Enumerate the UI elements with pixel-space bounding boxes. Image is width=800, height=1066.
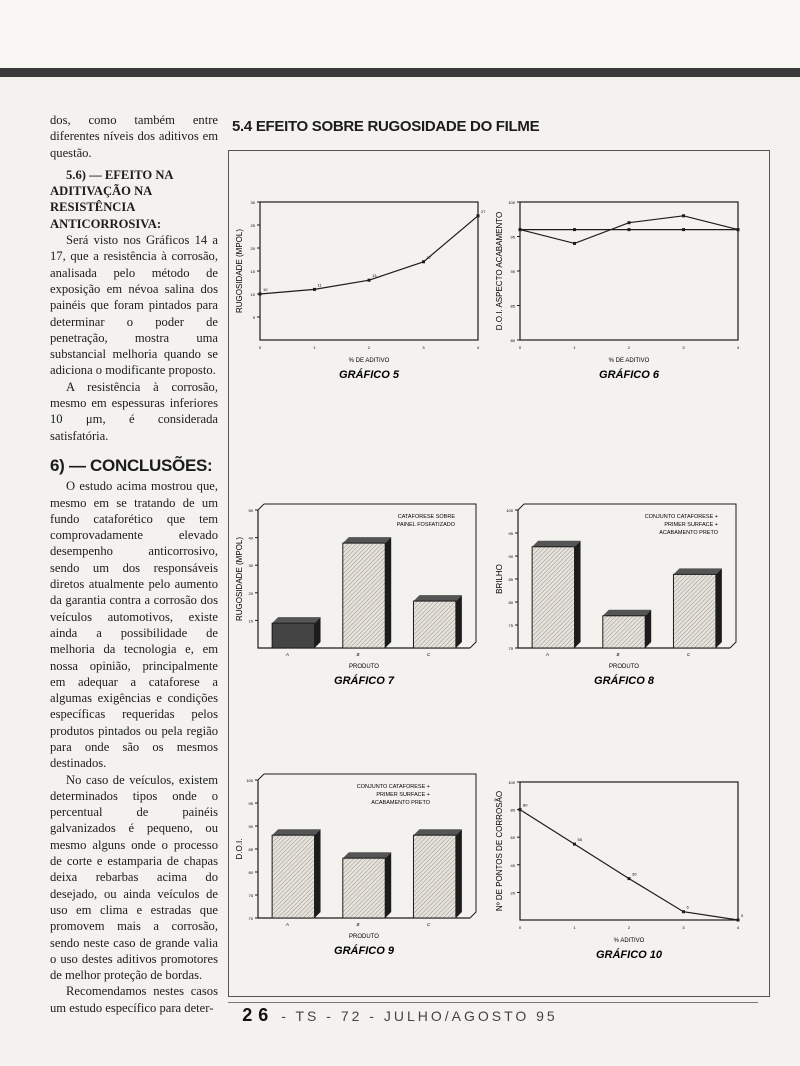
y-axis-label: Nº DE PONTOS DE CORROSÃO (495, 790, 504, 912)
x-axis-label: % ADITIVO (613, 938, 645, 944)
y-tick-label: 20 (248, 590, 253, 596)
data-label: 17 (426, 254, 431, 260)
x-tick-label: C (687, 652, 691, 657)
data-label: 30 (632, 871, 637, 877)
data-point (682, 910, 685, 913)
data-point (628, 221, 631, 224)
bar-side (575, 541, 581, 648)
x-axis-label: PRODUTO (609, 664, 639, 670)
y-tick-label: 10 (248, 618, 253, 624)
annotation-text: PRIMER SURFACE + (376, 792, 430, 798)
annotation-text: PAINEL FOSFATIZADO (396, 522, 455, 528)
bar (673, 574, 715, 648)
bar-top (673, 568, 721, 574)
paragraph-corrosion-2: A resistência à corrosão, mesmo em espessuras inferiores 10 μm, é considerada satisfatória. (50, 379, 218, 443)
data-point (573, 242, 576, 245)
annotation-text: ACABAMENTO PRETO (659, 530, 718, 536)
chart-grafico-7 (230, 500, 490, 700)
y-tick-label: 30 (250, 200, 255, 205)
bar-top (343, 537, 391, 543)
x-tick-label: 1 (573, 925, 576, 930)
chart-title: GRÁFICO 10 (595, 949, 663, 961)
bar-side (456, 829, 462, 918)
bar (603, 616, 645, 648)
data-point (737, 919, 740, 922)
data-point (477, 214, 480, 217)
chart-grafico-8 (490, 500, 750, 700)
chart-title: GRÁFICO 9 (334, 945, 394, 957)
bar-side (716, 568, 722, 648)
y-tick-label: 100 (508, 200, 515, 205)
x-tick-label: 2 (367, 345, 371, 350)
y-tick-label: 10 (250, 292, 255, 297)
bar-top (343, 852, 391, 858)
y-tick-label: 85 (508, 577, 513, 582)
data-point (313, 288, 316, 291)
page-top-margin (0, 0, 800, 68)
bar (343, 858, 385, 918)
page-number: 26 (242, 1005, 275, 1025)
y-tick-label: 80 (510, 807, 515, 813)
bar-top (413, 595, 461, 601)
data-label: 10 (263, 287, 268, 292)
y-tick-label: 75 (508, 623, 513, 628)
x-tick-label: 0 (258, 345, 262, 350)
y-tick-label: 95 (510, 234, 515, 240)
page-footer (0, 1005, 800, 1026)
x-axis-label: % DE ADITIVO (608, 358, 650, 364)
paragraph-corrosion-1: Será visto nos Gráficos 14 a 17, que a resistência à corrosão, analisada pelo método de exposição em névoa salina dos painéis que foram pintados para determinar o poder de penetração, mostra uma substancial melhoria quando se adiciona o modificante proposto. (50, 233, 218, 378)
y-axis-label: RUGOSIDADE (MPOL) (235, 536, 244, 622)
y-tick-label: 60 (510, 835, 515, 841)
annotation-text: CONJUNTO CATAFORESE + (644, 514, 718, 520)
y-tick-label: 70 (508, 646, 513, 651)
data-point (628, 228, 631, 231)
chart-title: GRÁFICO 8 (594, 675, 654, 687)
subsection-heading: 5.6) — EFEITO NA ADITIVAÇÃO NA RESISTÊNCIA ANTICORROSIVA: (50, 167, 173, 231)
x-tick-label: C (427, 652, 431, 657)
plot-area (260, 202, 478, 340)
annotation-text: ACABAMENTO PRETO (371, 800, 430, 806)
bar (532, 547, 574, 648)
bar (272, 835, 314, 918)
x-tick-label: 0 (518, 925, 522, 930)
y-tick-label: 90 (508, 554, 513, 559)
chart-grafico-6 (490, 190, 750, 390)
x-tick-label: 3 (682, 925, 685, 930)
chart-title: GRÁFICO 5 (339, 369, 399, 381)
intro-paragraph: dos, como também entre diferentes níveis dos aditivos em questão. (50, 113, 218, 160)
plot-area (520, 782, 738, 920)
footer-issue: - TS - 72 - JULHO/AGOSTO 95 (281, 1008, 558, 1024)
y-tick-label: 40 (510, 862, 515, 868)
chart-grafico-10 (490, 770, 750, 990)
bar-top (272, 617, 320, 623)
paragraph-conclusion-3: Recomendamos nestes casos um estudo específico para deter- (50, 984, 218, 1015)
y-tick-label: 100 (506, 508, 513, 513)
x-axis-label: PRODUTO (349, 664, 379, 670)
x-tick-label: B (356, 922, 360, 927)
y-axis-label: RUGOSIDADE (MPOL) (235, 228, 244, 314)
y-tick-label: 95 (508, 531, 513, 536)
chart-grafico-9 (230, 770, 490, 990)
y-tick-label: 25 (250, 223, 255, 228)
y-tick-label: 70 (248, 916, 253, 921)
data-point (682, 214, 685, 217)
bar-side (385, 537, 391, 648)
bar-side (315, 829, 321, 918)
data-label: 6 (686, 904, 689, 910)
footer-rule (228, 1002, 758, 1003)
bar-top (603, 610, 651, 616)
series-line (260, 216, 478, 294)
bar-side (645, 610, 651, 648)
y-tick-label: 80 (248, 870, 253, 875)
bar (343, 543, 385, 648)
x-tick-label: 2 (627, 925, 631, 930)
axis-corner (258, 504, 264, 510)
y-tick-label: 15 (250, 269, 255, 274)
x-axis-label: PRODUTO (349, 934, 379, 940)
x-tick-label: 2 (627, 345, 631, 350)
bar-side (385, 852, 391, 918)
y-axis-label: BRILHO (495, 564, 504, 594)
x-tick-label: C (427, 922, 431, 927)
data-point (422, 260, 425, 263)
y-tick-label: 5 (252, 315, 255, 320)
data-point (573, 228, 576, 231)
y-tick-label: 30 (248, 563, 253, 569)
annotation-text: CATAFORESE SOBRE (397, 514, 455, 520)
x-tick-label: A (285, 922, 289, 927)
y-tick-label: 75 (248, 893, 253, 898)
header-rule (0, 68, 800, 77)
annotation-text: PRIMER SURFACE + (664, 522, 718, 528)
paragraph-conclusion-1: O estudo acima mostrou que, mesmo em se tratando de um fundo cataforético que tem comprovadamente elevado desempenho anticorrosivo, sendo um dos responsáveis diretos atualmente pelo aumento da garantia contra a corrosão dos veículos automotivos, existe ainda a possibilidade de melhoria da tecnologia e, em nossa opinião, principalmente em adequar a cataforese a algumas exigências e condições específicas requeridas pelos produtos pintados ou pela região para onde são os mesmos destinados. (50, 479, 218, 771)
x-tick-label: 4 (736, 345, 740, 350)
data-point (259, 293, 262, 296)
data-label: 13 (372, 273, 377, 279)
y-tick-label: 80 (510, 338, 515, 343)
bar (272, 623, 314, 648)
x-tick-label: 4 (476, 345, 480, 350)
data-label: 27 (481, 208, 486, 214)
data-label: 0 (741, 913, 744, 918)
paragraph-conclusion-2: No caso de veículos, existem determinados tipos onde o percentual de painéis galvanizados é pequeno, ou mesmo alguns onde o processo de corte e estamparia de chapas deixa rebarbas acima do desejado, ou ainda veículos de uso em clima e estradas que promovem mais a corrosão, sendo neste caso de grande valia o uso destes aditivos promotores de melhor proteção de bordas. (50, 772, 218, 983)
chart-grafico-5 (230, 190, 490, 390)
data-point (519, 808, 522, 811)
bar-top (532, 541, 580, 547)
axis-corner (258, 774, 264, 780)
data-point (737, 228, 740, 231)
x-tick-label: A (285, 652, 289, 657)
data-point (519, 228, 522, 231)
bar (413, 601, 455, 648)
bar-side (456, 595, 462, 648)
y-tick-label: 100 (508, 780, 515, 785)
y-tick-label: 20 (510, 890, 515, 896)
x-tick-label: 0 (518, 345, 522, 350)
x-tick-label: A (545, 652, 549, 657)
conclusions-heading: 6) — CONCLUSÕES: (50, 455, 213, 475)
x-tick-label: B (616, 652, 620, 657)
data-point (628, 877, 631, 880)
y-tick-label: 95 (248, 801, 253, 806)
x-tick-label: 1 (573, 345, 576, 350)
chart-title: GRÁFICO 6 (599, 369, 659, 381)
data-point (682, 228, 685, 231)
series-line (520, 810, 738, 920)
data-label: 55 (577, 837, 582, 843)
chart-title: GRÁFICO 7 (334, 675, 394, 687)
bar-top (413, 829, 461, 835)
x-tick-label: 1 (313, 345, 316, 350)
y-tick-label: 100 (246, 778, 253, 783)
data-label: 80 (523, 802, 528, 808)
x-axis-label: % DE ADITIVO (348, 358, 390, 364)
data-point (368, 279, 371, 282)
y-axis-label: D.O.I. ASPECTO ACABAMENTO (495, 211, 504, 331)
data-label: 11 (317, 282, 322, 288)
x-tick-label: B (356, 652, 360, 657)
y-axis-label: D.O.I. (235, 838, 244, 860)
y-tick-label: 85 (248, 847, 253, 852)
section-title: 5.4 EFEITO SOBRE RUGOSIDADE DO FILME (232, 118, 540, 135)
x-tick-label: 3 (682, 345, 685, 350)
data-point (573, 843, 576, 846)
bar (413, 835, 455, 918)
y-tick-label: 80 (508, 600, 513, 605)
y-tick-label: 90 (248, 824, 253, 829)
left-text-column (50, 112, 218, 1016)
y-tick-label: 85 (510, 303, 515, 309)
annotation-text: CONJUNTO CATAFORESE + (356, 784, 430, 790)
y-tick-label: 20 (250, 246, 255, 251)
x-tick-label: 4 (736, 925, 740, 930)
y-tick-label: 40 (248, 535, 253, 541)
y-tick-label: 90 (510, 269, 515, 274)
axis-corner (518, 504, 524, 510)
bar-top (272, 829, 320, 835)
y-tick-label: 50 (248, 508, 253, 513)
x-tick-label: 3 (422, 345, 425, 350)
